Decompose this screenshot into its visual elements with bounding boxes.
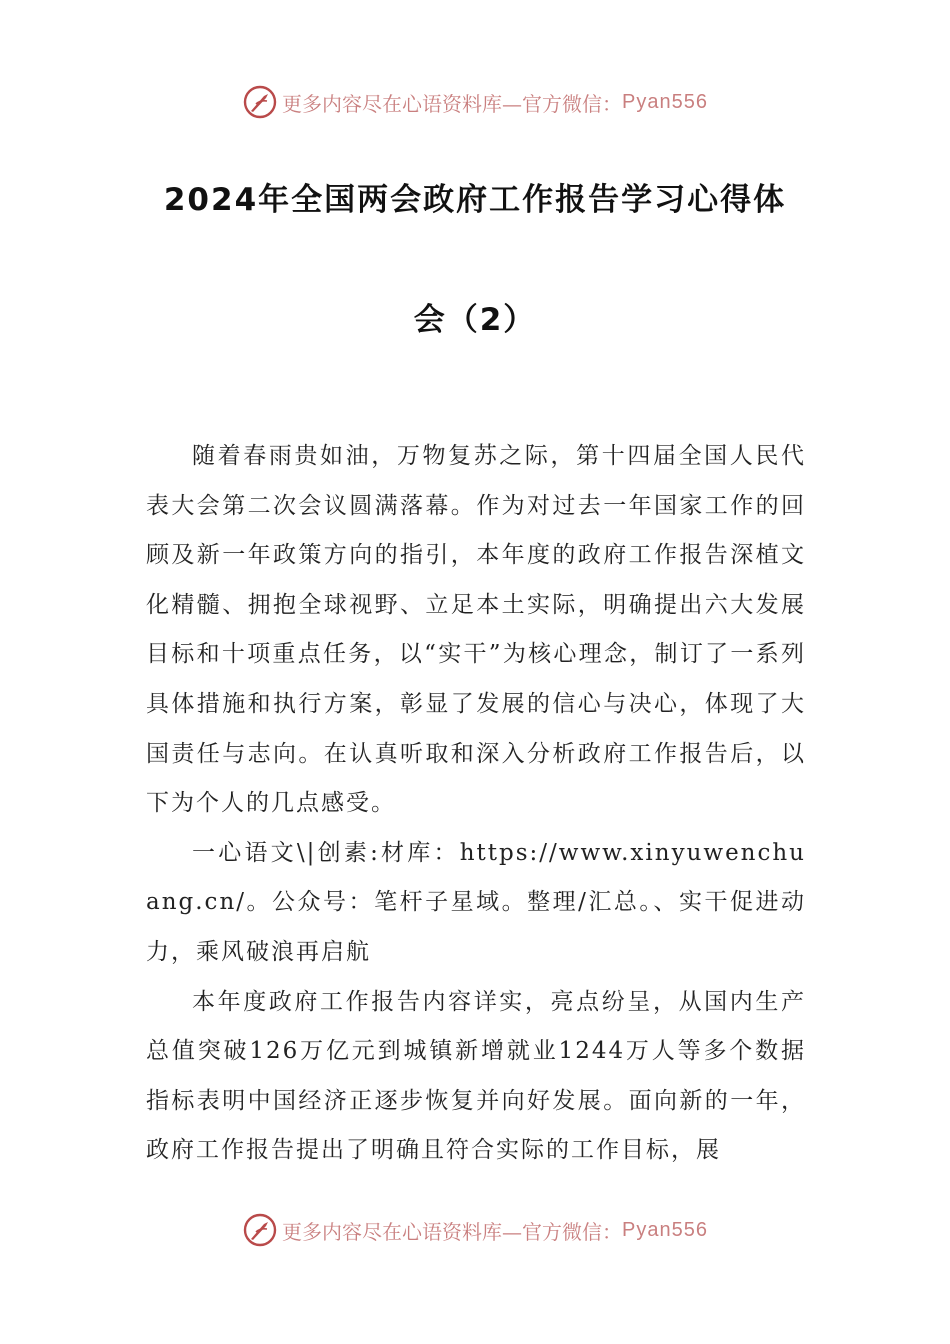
paragraph-1: 随着春雨贵如油，万物复苏之际，第十四届全国人民代表大会第二次会议圆满落幕。作为对过去一年国家工作的回顾及新一年政策方向的指引，本年度的政府工作报告深植文化精髓、拥抱全球视野、立足本土实际，明确提出六大发展目标和十项重点任务，以“实干”为核心理念，制订了一系列具体措施和执行方案，彰显了发展的信心与决心，体现了大国责任与志向。在认真听取和深入分析政府工作报告后，以下为个人的几点感受。 xyxy=(146,443,806,817)
footer-watermark xyxy=(0,1210,950,1250)
document-title-line-2: 会（2） xyxy=(413,302,537,338)
document-title-line-1: 2024年全国两会政府工作报告学习心得体 xyxy=(163,182,787,218)
wechat-id: Pyan556 xyxy=(622,1218,708,1241)
header-watermark xyxy=(0,82,950,122)
watermark-text: 更多内容尽在心语资料库—官方微信： xyxy=(282,91,623,116)
paragraph-2: 一心语文\|创素:材库：https://www.xinyuwenchuang.cn/。公众号：笔杆子星域。整理/汇总。、实干促进动力，乘风破浪再启航 xyxy=(146,839,806,965)
document-body xyxy=(146,432,806,1176)
wechat-id: Pyan556 xyxy=(622,90,708,113)
paragraph-3: 本年度政府工作报告内容详实，亮点纷呈，从国内生产总值突破126万亿元到城镇新增就业1244万人等多个数据指标表明中国经济正逐步恢复并向好发展。面向新的一年，政府工作报告提出了明确且符合实际的工作目标，展 xyxy=(146,988,806,1164)
pen-logo-icon xyxy=(242,84,278,120)
watermark-text: 更多内容尽在心语资料库—官方微信： xyxy=(282,1219,623,1244)
pen-logo-icon xyxy=(242,1212,278,1248)
